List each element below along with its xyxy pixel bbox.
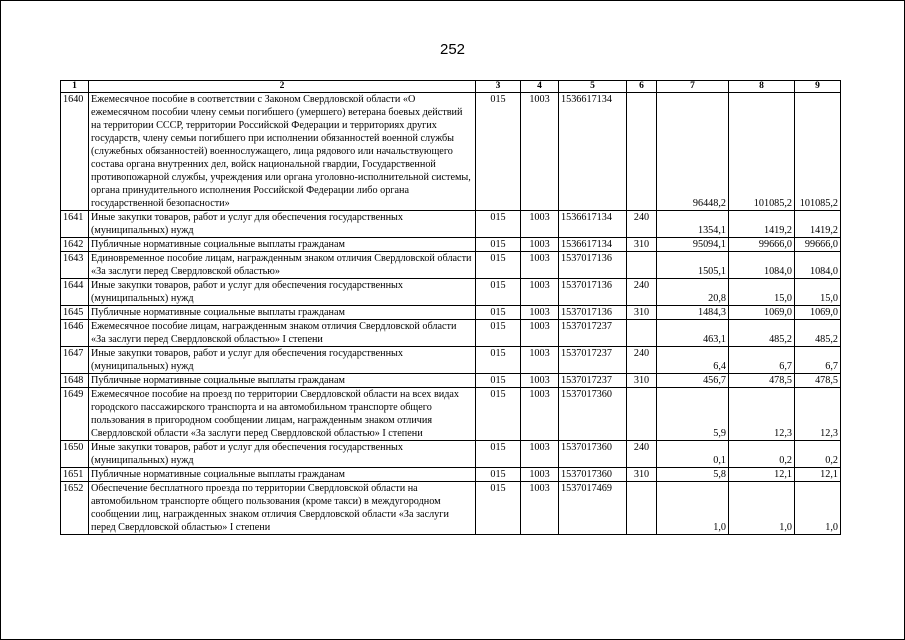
amount-col-8: 12,1 [729,468,795,482]
table-row [61,320,841,347]
amount-col-8: 101085,2 [729,93,795,211]
column-header: 9 [795,81,841,93]
table-row [61,238,841,252]
admin-code: 015 [476,238,521,252]
section-code: 1003 [521,279,559,306]
amount-col-9: 12,1 [795,468,841,482]
amount-col-9: 12,3 [795,388,841,441]
row-name: Публичные нормативные социальные выплаты гражданам [89,238,476,252]
table-row [61,482,841,535]
target-article-code: 1537017360 [559,441,627,468]
row-name: Публичные нормативные социальные выплаты гражданам [89,374,476,388]
target-article-code: 1537017136 [559,306,627,320]
target-article-code: 1536617134 [559,238,627,252]
admin-code: 015 [476,252,521,279]
row-name: Публичные нормативные социальные выплаты гражданам [89,468,476,482]
amount-col-9: 15,0 [795,279,841,306]
amount-col-8: 12,3 [729,388,795,441]
row-name: Иные закупки товаров, работ и услуг для обеспечения государственных (муниципальных) нужд [89,441,476,468]
expense-type-code: 310 [627,374,657,388]
row-number: 1645 [61,306,89,320]
amount-col-8: 6,7 [729,347,795,374]
expense-type-code [627,388,657,441]
row-number: 1651 [61,468,89,482]
amount-col-9: 99666,0 [795,238,841,252]
column-header: 6 [627,81,657,93]
amount-col-7: 20,8 [657,279,729,306]
admin-code: 015 [476,306,521,320]
budget-table [60,80,841,535]
target-article-code: 1537017237 [559,320,627,347]
admin-code: 015 [476,211,521,238]
row-number: 1652 [61,482,89,535]
amount-col-8: 485,2 [729,320,795,347]
row-number: 1642 [61,238,89,252]
expense-type-code [627,482,657,535]
amount-col-7: 463,1 [657,320,729,347]
target-article-code: 1537017136 [559,279,627,306]
amount-col-7: 6,4 [657,347,729,374]
column-header: 1 [61,81,89,93]
section-code: 1003 [521,238,559,252]
column-header: 5 [559,81,627,93]
page-number: 252 [439,41,466,58]
amount-col-7: 5,9 [657,388,729,441]
table-row [61,306,841,320]
row-name: Иные закупки товаров, работ и услуг для обеспечения государственных (муниципальных) нужд [89,347,476,374]
expense-type-code [627,320,657,347]
admin-code: 015 [476,374,521,388]
row-name: Ежемесячное пособие на проезд по территории Свердловской области на всех видах городского пассажирского транспорта и на автомобильном транспорте общего пользования в пригородном сообщении лицам, награжденным знаком отличия Свердловской области «За заслуги перед Свердловской областью» I степени [89,388,476,441]
amount-col-9: 1084,0 [795,252,841,279]
amount-col-7: 95094,1 [657,238,729,252]
row-number: 1643 [61,252,89,279]
admin-code: 015 [476,320,521,347]
admin-code: 015 [476,347,521,374]
amount-col-7: 5,8 [657,468,729,482]
target-article-code: 1537017237 [559,347,627,374]
amount-col-8: 1084,0 [729,252,795,279]
column-header: 4 [521,81,559,93]
row-name: Ежемесячное пособие лицам, награжденным знаком отличия Свердловской области «За заслуги перед Свердловской областью» I степени [89,320,476,347]
column-header: 2 [89,81,476,93]
table-row [61,374,841,388]
expense-type-code: 240 [627,441,657,468]
amount-col-8: 99666,0 [729,238,795,252]
row-name: Иные закупки товаров, работ и услуг для обеспечения государственных (муниципальных) нужд [89,279,476,306]
expense-type-code [627,252,657,279]
section-code: 1003 [521,320,559,347]
row-number: 1644 [61,279,89,306]
amount-col-8: 478,5 [729,374,795,388]
section-code: 1003 [521,482,559,535]
row-name: Ежемесячное пособие в соответствии с Законом Свердловской области «О ежемесячном пособии члену семьи погибшего (умершего) ветерана боевых действий на территории СССР, территории Российской Федерации и территориях других государств, члену семьи погибшего при исполнении обязанностей военной службы (служебных обязанностей) военнослужащего, лица рядового или начальствующего состава органа внутренних дел, войск национальной гвардии, Государственной противопожарной службы, учреждения или органа уголовно-исполнительной системы, органа принудительного исполнения Российской Федерации либо органа государственной безопасности» [89,93,476,211]
target-article-code: 1536617134 [559,93,627,211]
amount-col-7: 96448,2 [657,93,729,211]
section-code: 1003 [521,374,559,388]
row-number: 1648 [61,374,89,388]
expense-type-code: 310 [627,468,657,482]
row-number: 1649 [61,388,89,441]
expense-type-code: 240 [627,279,657,306]
row-number: 1641 [61,211,89,238]
target-article-code: 1536617134 [559,211,627,238]
row-name: Иные закупки товаров, работ и услуг для обеспечения государственных (муниципальных) нужд [89,211,476,238]
admin-code: 015 [476,468,521,482]
amount-col-7: 1,0 [657,482,729,535]
amount-col-7: 0,1 [657,441,729,468]
column-header: 7 [657,81,729,93]
section-code: 1003 [521,441,559,468]
row-name: Публичные нормативные социальные выплаты гражданам [89,306,476,320]
amount-col-7: 1354,1 [657,211,729,238]
admin-code: 015 [476,93,521,211]
section-code: 1003 [521,93,559,211]
amount-col-7: 456,7 [657,374,729,388]
target-article-code: 1537017237 [559,374,627,388]
admin-code: 015 [476,441,521,468]
table-header-row [61,81,841,93]
column-header: 8 [729,81,795,93]
expense-type-code: 240 [627,211,657,238]
amount-col-9: 0,2 [795,441,841,468]
amount-col-9: 6,7 [795,347,841,374]
row-number: 1640 [61,93,89,211]
admin-code: 015 [476,388,521,441]
amount-col-8: 0,2 [729,441,795,468]
section-code: 1003 [521,347,559,374]
section-code: 1003 [521,306,559,320]
section-code: 1003 [521,211,559,238]
amount-col-9: 478,5 [795,374,841,388]
expense-type-code: 310 [627,238,657,252]
target-article-code: 1537017360 [559,388,627,441]
admin-code: 015 [476,279,521,306]
amount-col-9: 1419,2 [795,211,841,238]
amount-col-7: 1484,3 [657,306,729,320]
amount-col-9: 1069,0 [795,306,841,320]
target-article-code: 1537017136 [559,252,627,279]
amount-col-9: 101085,2 [795,93,841,211]
row-name: Обеспечение бесплатного проезда по территории Свердловской области на автомобильном транспорте общего пользования (кроме такси) в междугородном сообщении лиц, награжденных знаком отличия Свердловской области «За заслуги перед Свердловской областью» I степени [89,482,476,535]
amount-col-8: 1419,2 [729,211,795,238]
amount-col-7: 1505,1 [657,252,729,279]
section-code: 1003 [521,252,559,279]
table-row [61,211,841,238]
amount-col-8: 1069,0 [729,306,795,320]
target-article-code: 1537017469 [559,482,627,535]
expense-type-code: 240 [627,347,657,374]
amount-col-8: 1,0 [729,482,795,535]
row-name: Единовременное пособие лицам, награжденным знаком отличия Свердловской области «За заслуги перед Свердловской областью» [89,252,476,279]
row-number: 1646 [61,320,89,347]
table-row [61,252,841,279]
table-row [61,347,841,374]
table-row [61,388,841,441]
table-row [61,279,841,306]
column-header: 3 [476,81,521,93]
admin-code: 015 [476,482,521,535]
section-code: 1003 [521,468,559,482]
expense-type-code [627,93,657,211]
table-row [61,93,841,211]
section-code: 1003 [521,388,559,441]
amount-col-9: 485,2 [795,320,841,347]
row-number: 1650 [61,441,89,468]
expense-type-code: 310 [627,306,657,320]
table-row [61,468,841,482]
amount-col-9: 1,0 [795,482,841,535]
table-row [61,441,841,468]
amount-col-8: 15,0 [729,279,795,306]
row-number: 1647 [61,347,89,374]
target-article-code: 1537017360 [559,468,627,482]
